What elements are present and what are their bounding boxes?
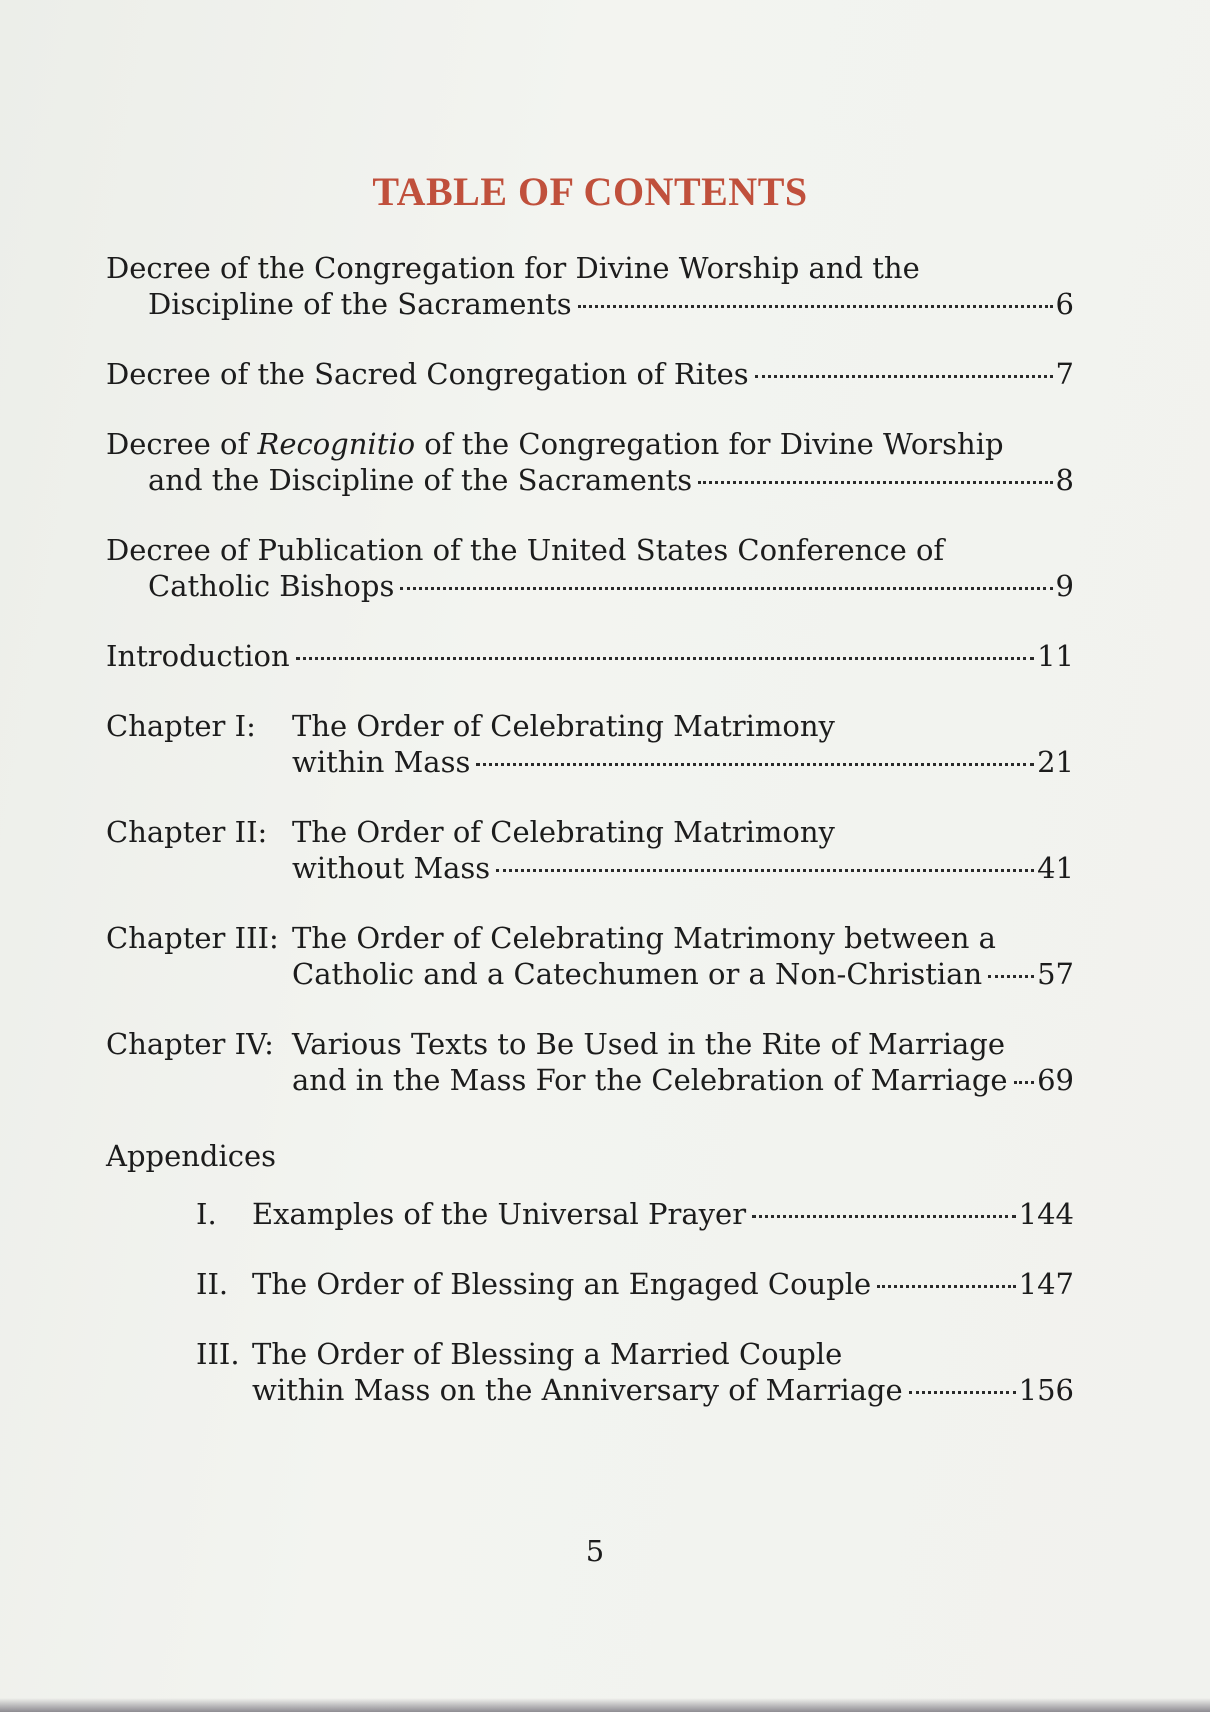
- toc-chapter: [106, 708, 1074, 780]
- appendices-heading: Appendices: [106, 1139, 277, 1173]
- page-number: 41: [1037, 851, 1074, 885]
- toc-entry: [106, 250, 1074, 322]
- chapter-label: Chapter II:: [106, 815, 268, 849]
- toc-entry-text: and the Discipline of the Sacraments: [148, 463, 693, 497]
- chapter-line1: The Order of Celebrating Matrimony between a: [292, 921, 996, 955]
- page-number: 21: [1037, 745, 1074, 779]
- dot-leader: [877, 1285, 1015, 1288]
- toc-entry-line1: Decree of the Congregation for Divine Worship and the: [106, 251, 920, 285]
- page-number: 9: [1055, 569, 1074, 603]
- toc-entry: [106, 356, 1074, 392]
- chapter-label: Chapter I:: [106, 709, 256, 743]
- appendix-number: I.: [196, 1197, 217, 1231]
- page-folio: 5: [585, 1534, 605, 1568]
- dot-leader: [400, 587, 1052, 590]
- appendix-text: within Mass on the Anniversary of Marriage: [252, 1373, 903, 1407]
- toc-chapter: [106, 814, 1074, 886]
- toc-chapter: [106, 920, 1074, 992]
- toc-entry-line1: [106, 426, 1074, 462]
- dot-leader: [698, 481, 1052, 484]
- chapter-line1: Various Texts to Be Used in the Rite of Marriage: [292, 1027, 1006, 1061]
- chapter-line2: [292, 956, 1074, 992]
- page-number: 147: [1018, 1267, 1074, 1301]
- toc-entry-text: Decree of: [106, 427, 258, 461]
- toc-entry: [106, 426, 1074, 498]
- chapter-text: and in the Mass For the Celebration of Marriage: [292, 1063, 1008, 1097]
- appendix-line1: The Order of Blessing a Married Couple: [252, 1337, 843, 1371]
- chapter-label: Chapter IV:: [106, 1027, 274, 1061]
- page-number: 69: [1037, 1063, 1074, 1097]
- dot-leader: [296, 657, 1034, 660]
- page-title: TABLE OF CONTENTS: [372, 169, 808, 214]
- toc-entry-text: Discipline of the Sacraments: [148, 287, 572, 321]
- page-number: 11: [1037, 639, 1074, 673]
- appendix-line1: [252, 1266, 1074, 1302]
- dot-leader: [476, 763, 1034, 766]
- page-number: 57: [1037, 957, 1074, 991]
- dot-leader: [909, 1391, 1016, 1394]
- toc-entry-line1: Decree of Publication of the United States Conference of: [106, 533, 945, 567]
- toc-entry: [106, 638, 1074, 674]
- dot-leader: [752, 1215, 1016, 1218]
- toc-chapter: [106, 1026, 1074, 1098]
- chapter-line2: [292, 744, 1074, 780]
- toc-entry-text: Catholic Bishops: [148, 569, 395, 603]
- chapter-line1: The Order of Celebrating Matrimony: [292, 815, 835, 849]
- dot-leader: [1014, 1081, 1035, 1084]
- chapter-line2: [292, 850, 1074, 886]
- appendix-number: III.: [196, 1337, 240, 1371]
- appendix-text: The Order of Blessing an Engaged Couple: [252, 1267, 872, 1301]
- page-number: 144: [1018, 1197, 1074, 1231]
- dot-leader: [755, 375, 1053, 378]
- toc-entry-text: Introduction: [106, 639, 290, 673]
- chapter-line1: The Order of Celebrating Matrimony: [292, 709, 835, 743]
- page-edge-shadow: [0, 1698, 1210, 1712]
- dot-leader: [578, 305, 1053, 308]
- toc-entry-line1: [106, 356, 1074, 392]
- toc-appendix: [106, 1196, 1074, 1232]
- page-number: 8: [1055, 463, 1074, 497]
- page-number: 156: [1018, 1373, 1074, 1407]
- appendix-text: Examples of the Universal Prayer: [252, 1197, 747, 1231]
- toc-appendix: [106, 1266, 1074, 1302]
- toc-entry: [106, 532, 1074, 604]
- toc-entry-line2: [106, 286, 1074, 322]
- toc-entry-line2: [106, 462, 1074, 498]
- appendix-line1: [252, 1196, 1074, 1232]
- chapter-text: without Mass: [292, 851, 491, 885]
- chapter-line2: [292, 1062, 1074, 1098]
- toc-entry-italic-text: Recognitio: [257, 427, 416, 461]
- dot-leader: [988, 975, 1034, 978]
- chapter-text: Catholic and a Catechumen or a Non-Christian: [292, 957, 983, 991]
- table-of-contents: [106, 250, 1074, 1408]
- appendix-number: II.: [196, 1267, 229, 1301]
- toc-entry-line1: [106, 638, 1074, 674]
- appendix-line2: [252, 1372, 1074, 1408]
- chapter-text: within Mass: [292, 745, 471, 779]
- dot-leader: [496, 869, 1034, 872]
- toc-entry-line2: [106, 568, 1074, 604]
- toc-entry-text: Decree of the Sacred Congregation of Rites: [106, 357, 749, 391]
- chapter-label: Chapter III:: [106, 921, 279, 955]
- toc-appendix: [106, 1336, 1074, 1408]
- page-number: 6: [1055, 287, 1074, 321]
- toc-entry-text: of the Congregation for Divine Worship: [415, 427, 1004, 461]
- page-number: 7: [1055, 357, 1074, 391]
